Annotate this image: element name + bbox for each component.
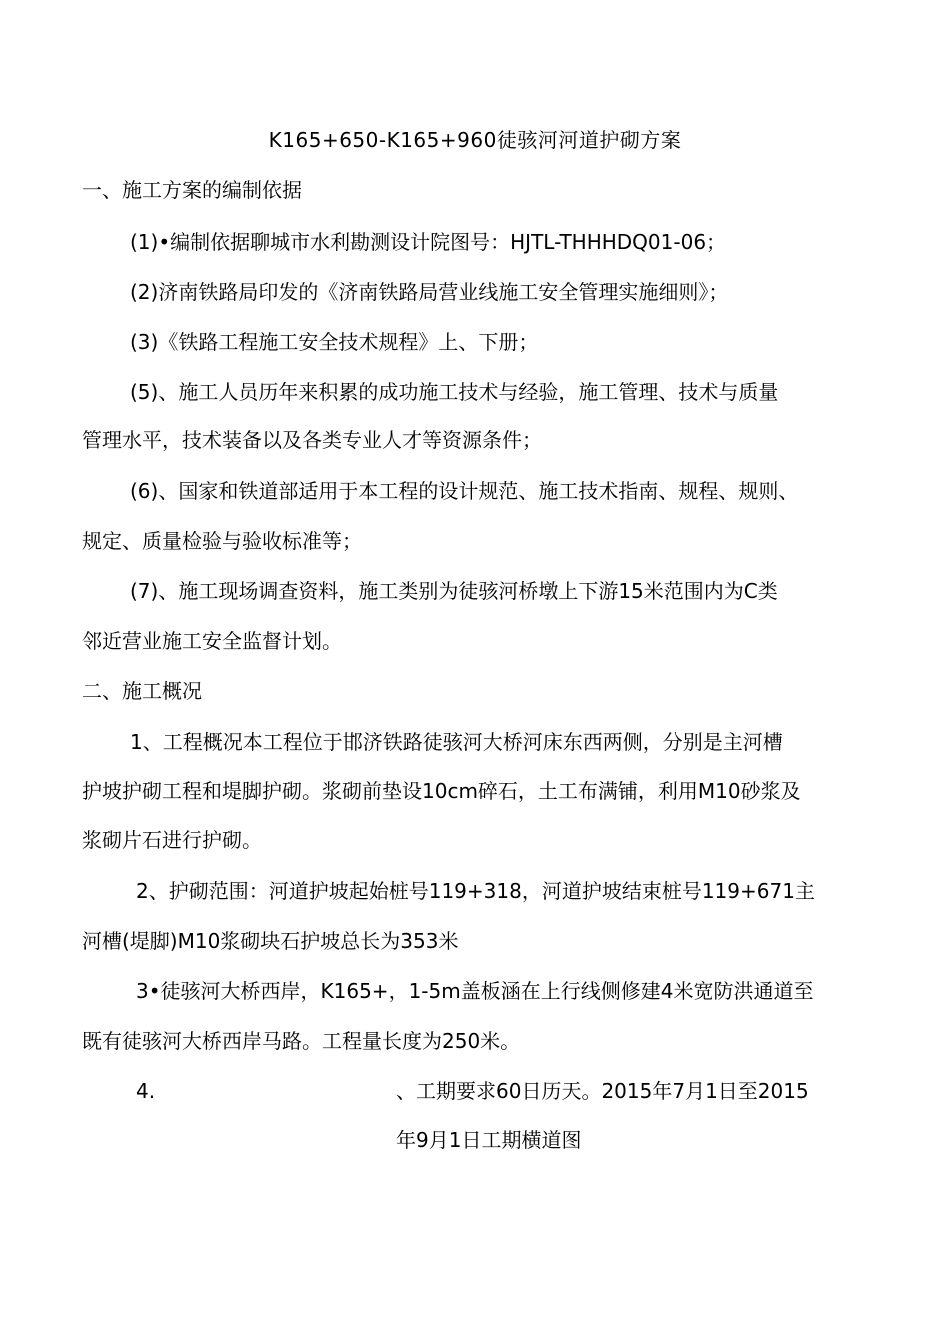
basis-item-7-line-1: (7)、施工现场调查资料，施工类别为徒骇河桥墩上下游15米范围内为C类 <box>130 579 778 603</box>
overview-para-4-line-2: 年9月1日工期横道图 <box>396 1128 582 1152</box>
overview-para-4-number: 4. <box>136 1079 156 1103</box>
page-title: K165+650-K165+960徒骇河河道护砌方案 <box>268 128 682 152</box>
basis-item-1: (1)•编制依据聊城市水利勘测设计院图号：HJTL-THHHDQ01-06； <box>130 230 727 254</box>
overview-para-1-line-2: 护坡护砌工程和堤脚护砌。浆砌前垫设10cm碎石，土工布满铺，利用M10砂浆及 <box>82 779 801 803</box>
basis-item-6-line-2: 规定、质量检验与验收标准等； <box>82 529 362 553</box>
overview-para-3-line-2: 既有徒骇河大桥西岸马路。工程量长度为250米。 <box>82 1029 521 1053</box>
basis-item-3: (3)《铁路工程施工安全技术规程》上、下册； <box>130 330 539 354</box>
basis-item-2: (2)济南铁路局印发的《济南铁路局营业线施工安全管理实施细则》； <box>130 280 729 304</box>
overview-para-3-line-1: 3•徒骇河大桥西岸，K165+，1-5m盖板涵在上行线侧修建4米宽防洪通道至 <box>136 979 814 1003</box>
overview-para-1-line-1: 1、工程概况本工程位于邯济铁路徒骇河大桥河床东西两侧，分别是主河槽 <box>130 730 783 754</box>
overview-para-2-line-1: 2、护砌范围：河道护坡起始桩号119+318，河道护坡结束桩号119+671主 <box>136 879 815 903</box>
overview-para-4-text: 、工期要求60日历天。2015年7月1日至2015 <box>396 1079 809 1103</box>
basis-item-5-line-1: (5)、施工人员历年来积累的成功施工技术与经验，施工管理、技术与质量 <box>130 380 779 404</box>
basis-item-5-line-2: 管理水平，技术装备以及各类专业人才等资源条件； <box>82 428 542 452</box>
overview-para-1-line-3: 浆砌片石进行护砌。 <box>82 828 262 852</box>
basis-item-7-line-2: 邻近营业施工安全监督计划。 <box>82 629 342 653</box>
overview-para-2-line-2: 河槽(堤脚)M10浆砌块石护坡总长为353米 <box>82 929 459 953</box>
section-heading-overview: 二、施工概况 <box>82 679 202 703</box>
basis-item-6-line-1: (6)、国家和铁道部适用于本工程的设计规范、施工技术指南、规程、规则、 <box>130 479 799 503</box>
section-heading-basis: 一、施工方案的编制依据 <box>82 178 302 202</box>
